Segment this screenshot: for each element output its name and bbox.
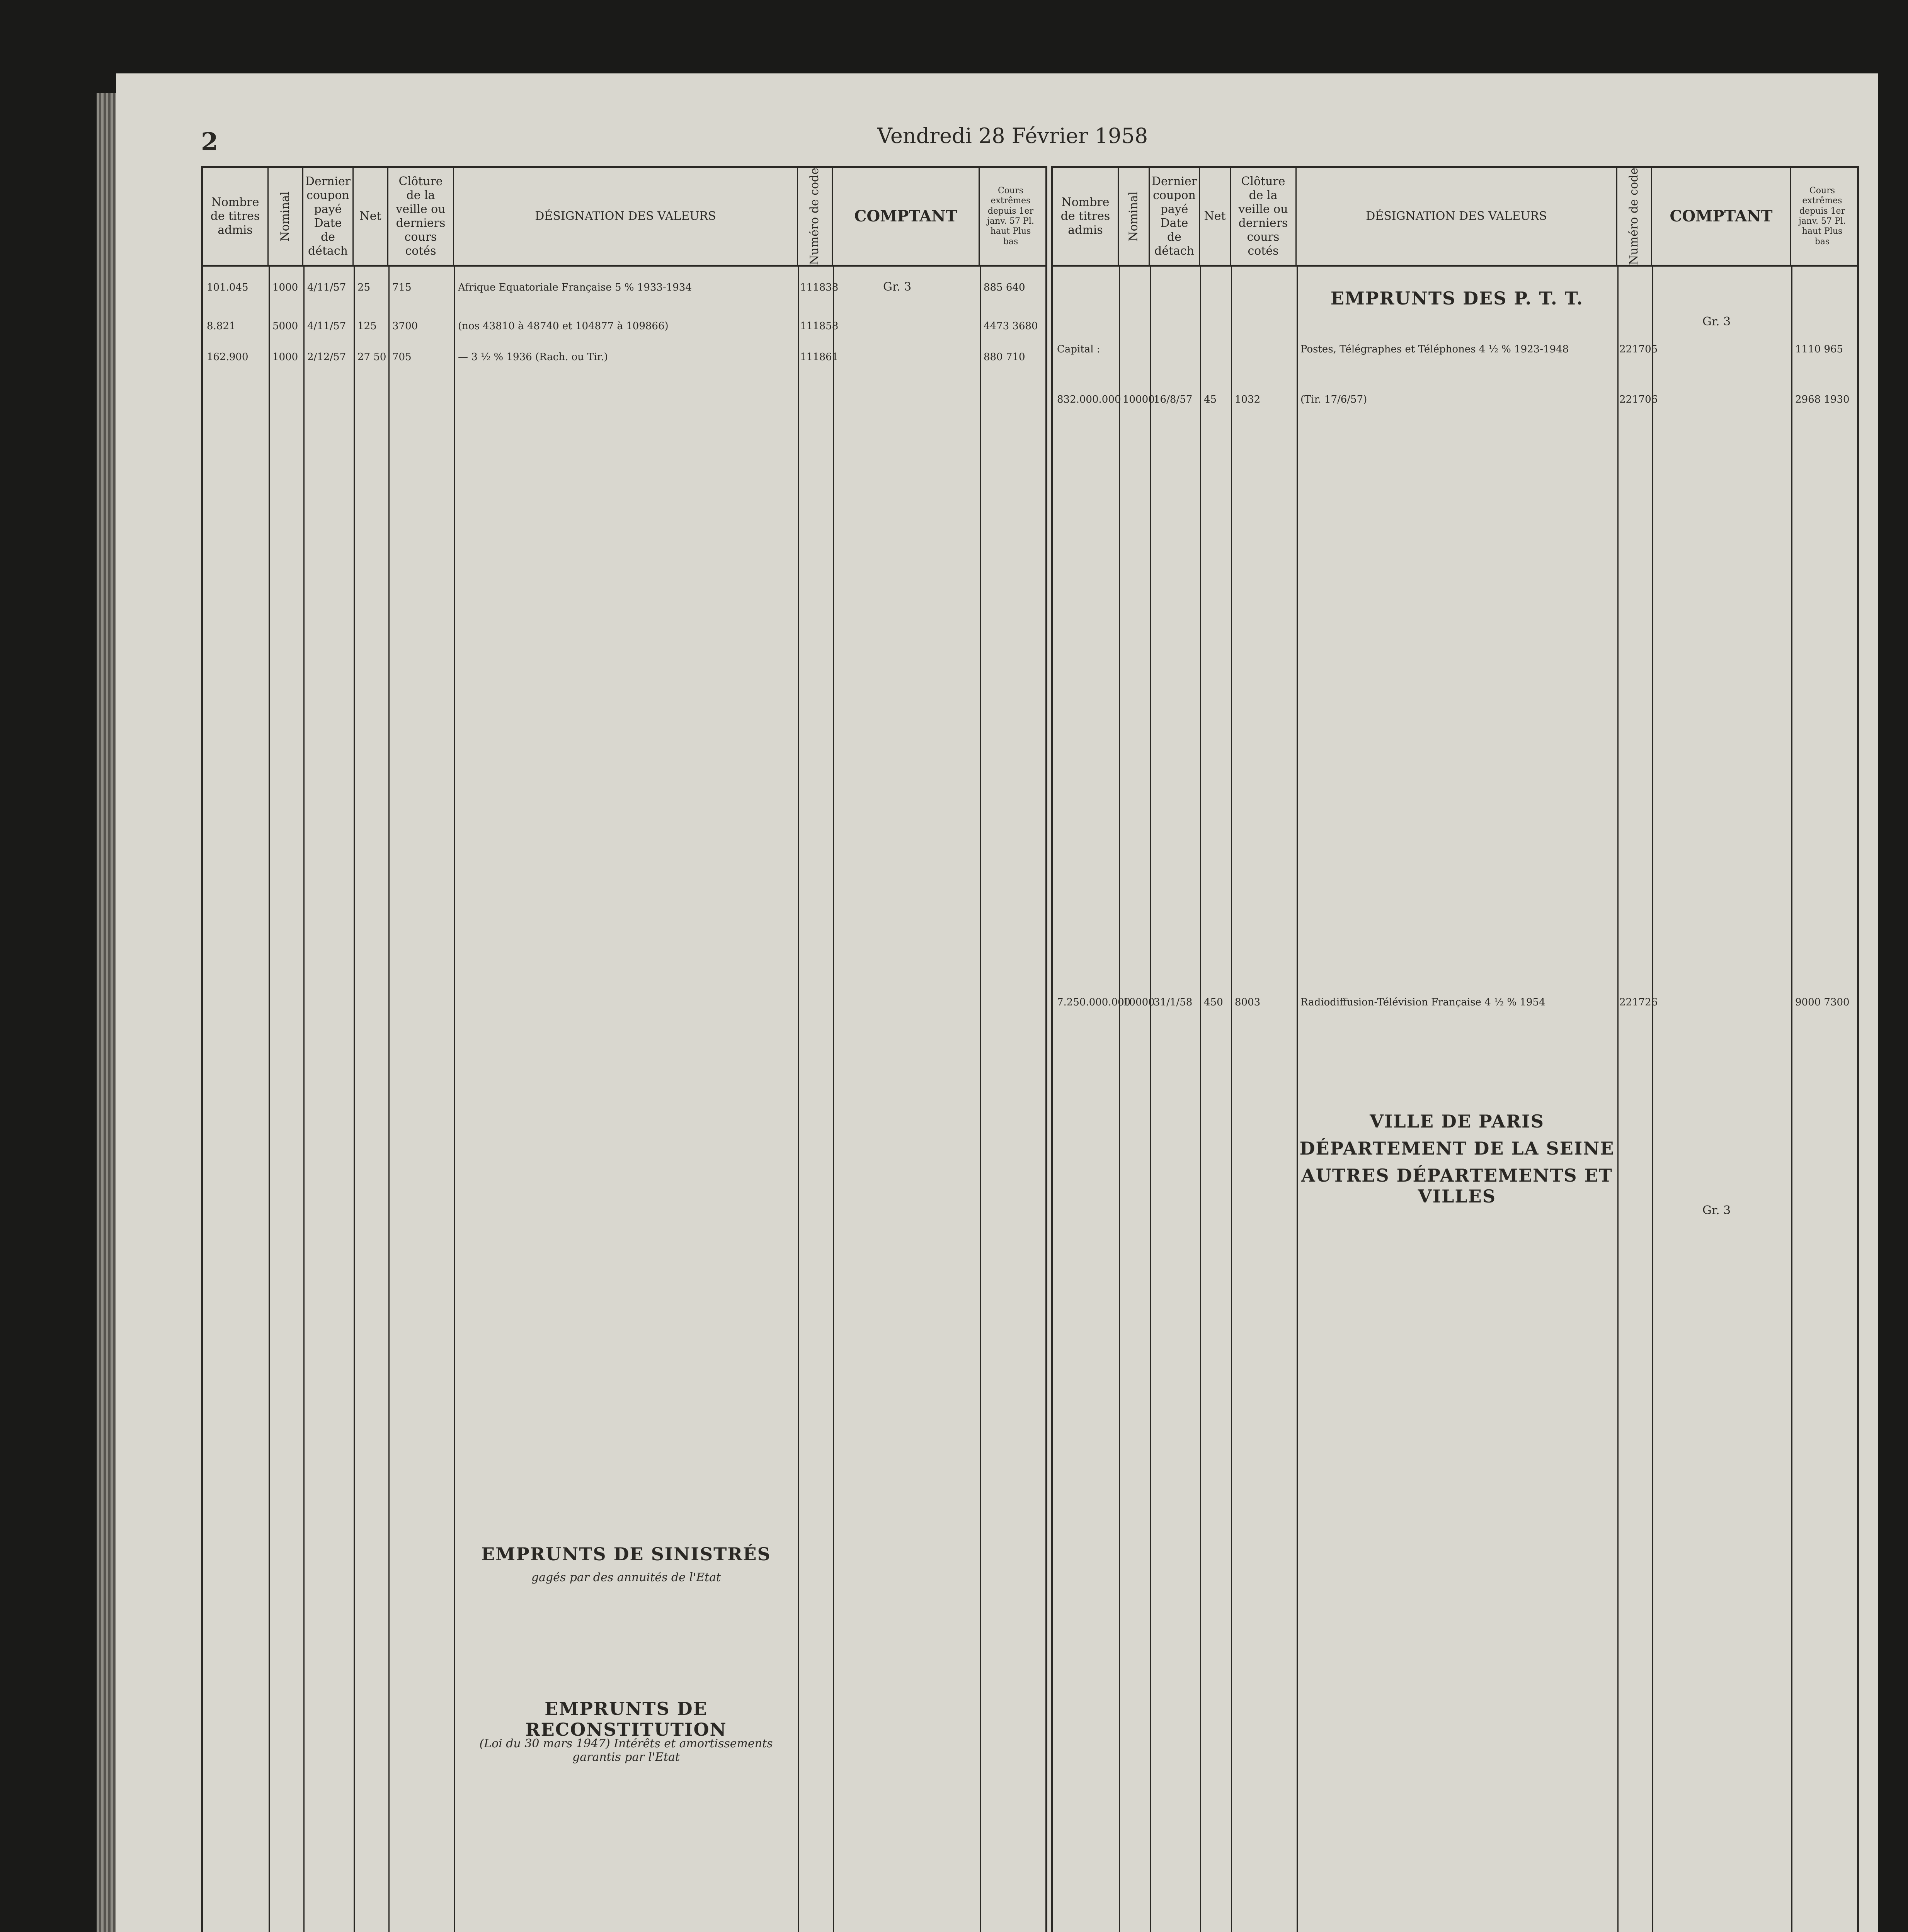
group-label: Gr. 3 [883,280,912,294]
col-comptant: COMPTANT [1652,168,1791,265]
section-title: AUTRES DÉPARTEMENTS ET VILLES [1301,1165,1613,1207]
section-subtitle: gagés par des annuités de l'Etat [531,1571,721,1584]
table-row: 101.045 1000 4/11/57 25 715 Afrique Equatoriale Française 5 % 1933-1934 111838 885 640 [207,282,1025,293]
left-column-headers [203,168,1045,267]
page-number: 2 [201,128,218,156]
section-title: DÉPARTEMENT DE LA SEINE [1299,1138,1615,1159]
section-title: VILLE DE PARIS [1370,1111,1544,1132]
table-row: Capital : Postes, Télégraphes et Téléphones 4 ½ % 1923-1948 221705 1110 965 [1057,344,1843,355]
right-column-headers [1053,168,1857,267]
left-table-body [203,269,1045,1932]
table-row: 8.821 5000 4/11/57 125 3700 (nos 43810 à 48740 et 104877 à 109866) 111858 4473 3680 [207,320,1038,332]
table-row: 7.250.000.000 10000 31/1/58 450 8003 Radiodiffusion-Télévision Française 4 ½ % 1954 221726 9000 7300 [1057,997,1850,1008]
col-date: Dernier coupon payé Date de détach [1150,168,1200,265]
col-designation: DÉSIGNATION DES VALEURS [1297,168,1617,265]
col-cloture: Clôture de la veille ou derniers cours cotés [388,168,454,265]
col-extremes: Cours extrêmes depuis 1er janv. 57 Pl. haut Plus bas [987,185,1034,247]
col-nominal: Nominal [1119,168,1150,265]
col-cloture: Clôture de la veille ou derniers cours cotés [1231,168,1297,265]
issue-date: Vendredi 28 Février 1958 [877,124,1148,148]
col-extremes: Cours extrêmes depuis 1er janv. 57 Pl. haut Plus bas [1799,185,1846,247]
col-titres: Nombre de titres admis [203,168,269,265]
right-table-body [1053,269,1857,1932]
col-net: Net [354,168,388,265]
col-comptant: COMPTANT [833,168,980,265]
col-designation: DÉSIGNATION DES VALEURS [454,168,798,265]
col-titres: Nombre de titres admis [1053,168,1119,265]
section-title: EMPRUNTS DE RECONSTITUTION [525,1698,727,1740]
section-subtitle: (Loi du 30 mars 1947) Intérêts et amortissements garantis par l'Etat [479,1737,773,1764]
col-net: Net [1200,168,1231,265]
section-title: EMPRUNTS DE SINISTRÉS [481,1544,771,1565]
page-header [201,108,1824,166]
section-title: EMPRUNTS DES P. T. T. [1330,288,1584,309]
table-row: 832.000.000 10000 16/8/57 45 1032 (Tir. 17/6/57) 221706 2968 1930 [1057,394,1850,405]
col-nominal: Nominal [269,168,303,265]
col-code: Numéro de code [798,168,833,265]
group-label: Gr. 3 [1702,1204,1731,1217]
table-row: 162.900 1000 2/12/57 27 50 705 — 3 ½ % 1936 (Rach. ou Tir.) 111861 880 710 [207,351,1025,363]
right-table [1051,166,1859,1932]
col-date: Dernier coupon payé Date de détach [303,168,354,265]
group-label: Gr. 3 [1702,315,1731,328]
col-code: Numéro de code [1617,168,1652,265]
left-table [201,166,1047,1932]
